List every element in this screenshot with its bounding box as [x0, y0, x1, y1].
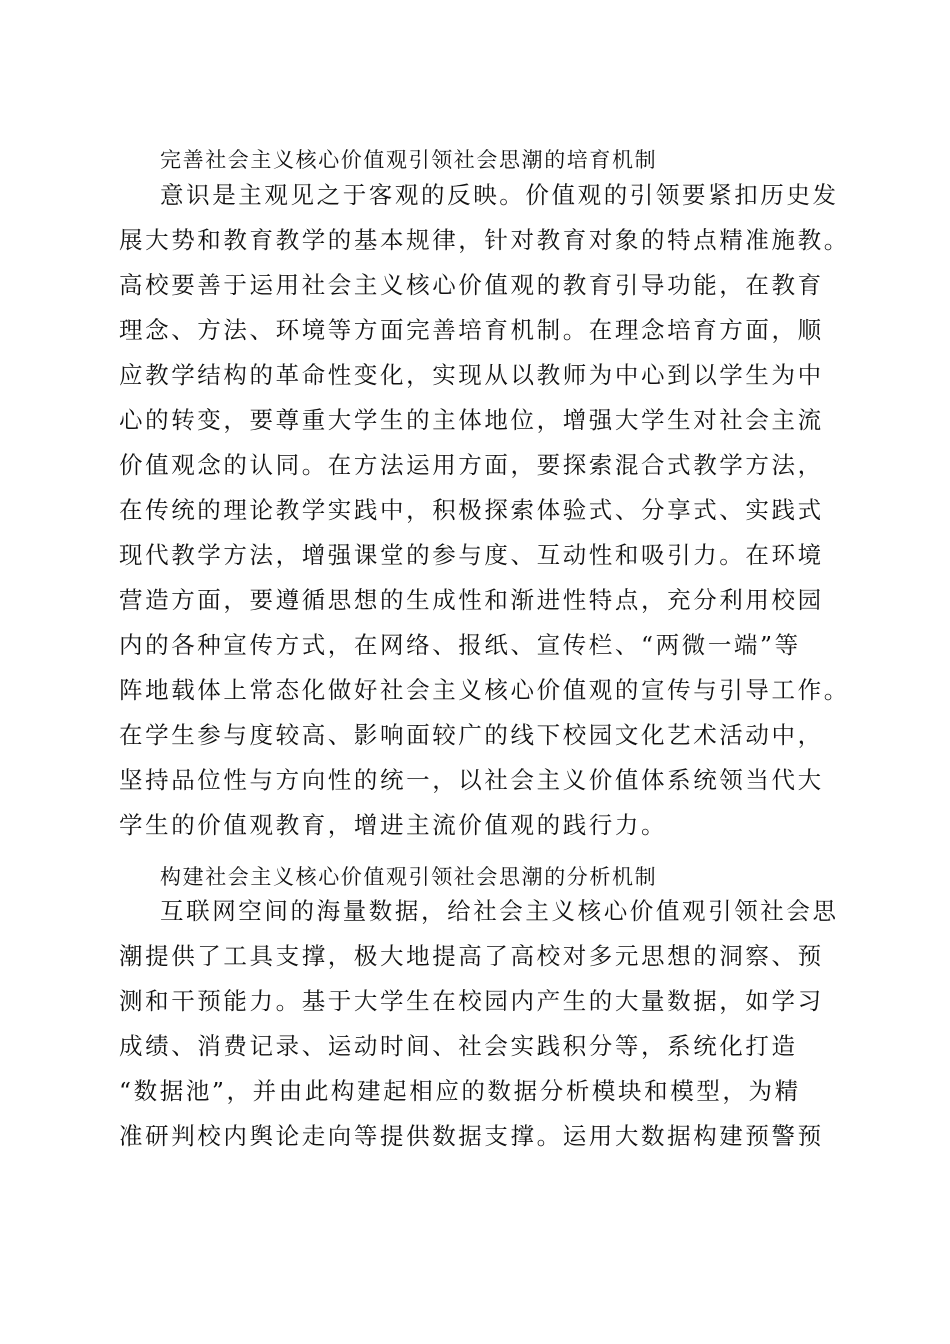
paragraph-line: 现代教学方法，增强课堂的参与度、互动性和吸引力。在环境 — [119, 541, 824, 569]
paragraph-line: 学生的价值观教育，增进主流价值观的践行力。 — [119, 811, 668, 839]
paragraph-line: 内的各种宣传方式，在网络、报纸、宣传栏、“两微一端”等 — [119, 631, 801, 659]
paragraph-line: 理念、方法、环境等方面完善培育机制。在理念培育方面，顺 — [119, 316, 824, 344]
paragraph-line: 展大势和教育教学的基本规律，针对教育对象的特点精准施教。 — [119, 226, 850, 254]
paragraph-line: 营造方面，要遵循思想的生成性和渐进性特点，充分利用校园 — [119, 586, 824, 614]
paragraph-line: 阵地载体上常态化做好社会主义核心价值观的宣传与引导工作。 — [119, 676, 850, 704]
paragraph-line: 意识是主观见之于客观的反映。价值观的引领要紧扣历史发 — [160, 181, 839, 209]
paragraph-line: 心的转变，要尊重大学生的主体地位，增强大学生对社会主流 — [119, 406, 824, 434]
paragraph-line: 测和干预能力。基于大学生在校园内产生的大量数据，如学习 — [119, 987, 824, 1015]
paragraph-line: 高校要善于运用社会主义核心价值观的教育引导功能，在教育 — [119, 271, 824, 299]
paragraph-line: 价值观念的认同。在方法运用方面，要探索混合式教学方法， — [119, 451, 824, 479]
paragraph-line: 在学生参与度较高、影响面较广的线下校园文化艺术活动中， — [119, 721, 824, 749]
paragraph-line: 在传统的理论教学实践中，积极探索体验式、分享式、实践式 — [119, 496, 824, 524]
paragraph-line: 坚持品位性与方向性的统一，以社会主义价值体系统领当代大 — [119, 766, 824, 794]
section-heading: 完善社会主义核心价值观引领社会思潮的培育机制 — [160, 148, 658, 172]
section-heading: 构建社会主义核心价值观引领社会思潮的分析机制 — [160, 865, 658, 889]
paragraph-line: 潮提供了工具支撑，极大地提高了高校对多元思想的洞察、预 — [119, 942, 824, 970]
paragraph-line: 成绩、消费记录、运动时间、社会实践积分等，系统化打造 — [119, 1032, 798, 1060]
paragraph-line: 应教学结构的革命性变化，实现从以教师为中心到以学生为中 — [119, 361, 824, 389]
paragraph-line: 互联网空间的海量数据，给社会主义核心价值观引领社会思 — [160, 897, 839, 925]
paragraph-line: 准研判校内舆论走向等提供数据支撑。运用大数据构建预警预 — [119, 1122, 824, 1150]
paragraph-line: “数据池”，并由此构建起相应的数据分析模块和模型，为精 — [119, 1077, 801, 1105]
